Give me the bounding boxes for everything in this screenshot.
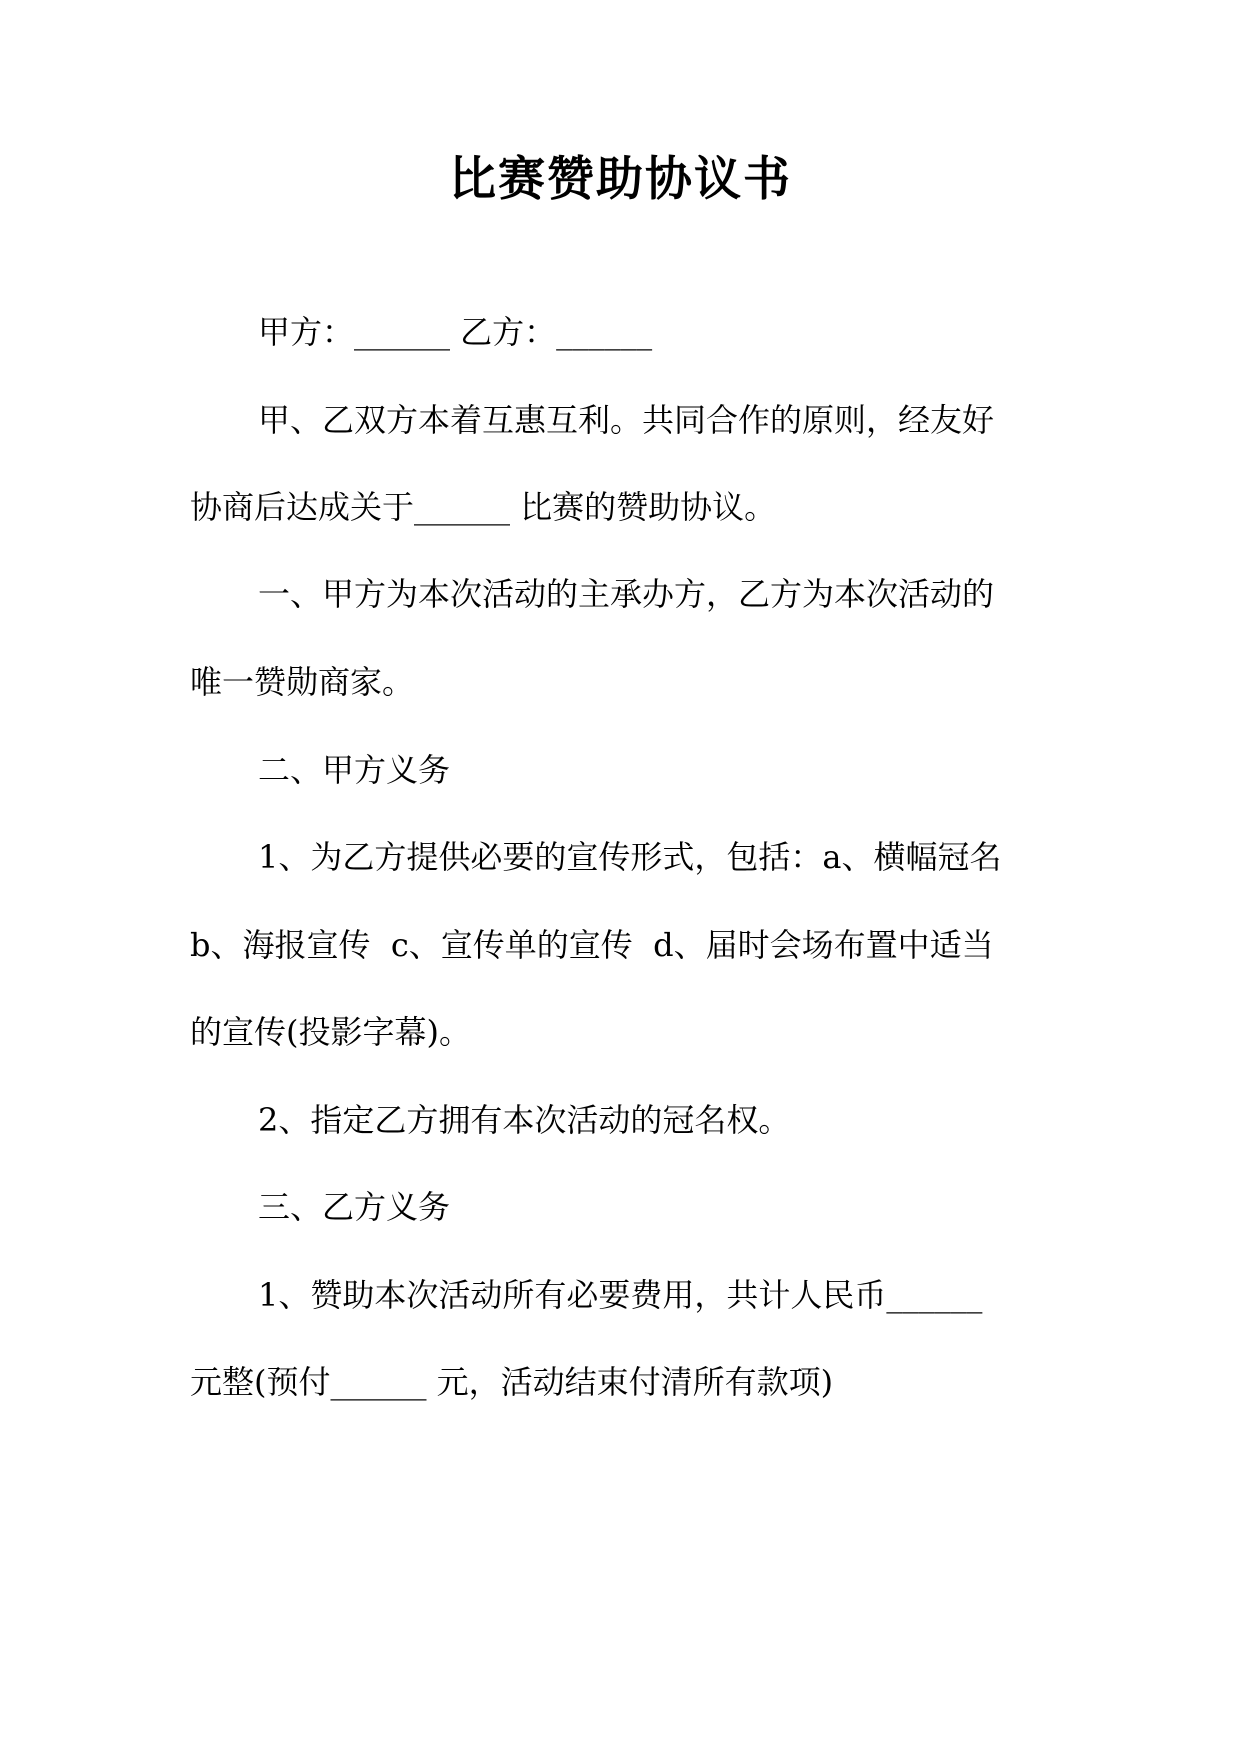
section-heading: 三、乙方义务	[258, 1188, 451, 1226]
section-one-line: 一、甲方为本次活动的主承办方，乙方为本次活动的	[258, 575, 995, 613]
clause-line: 2、指定乙方拥有本次活动的冠名权。	[258, 1101, 791, 1139]
parties-line: 甲方：______ 乙方：______	[258, 313, 653, 351]
section-heading: 二、甲方义务	[258, 751, 451, 789]
paragraph-line: 协商后达成关于______ 比赛的赞助协议。	[190, 488, 777, 526]
paragraph-line: 甲、乙双方本着互惠互利。共同合作的原则，经友好	[258, 401, 995, 439]
paragraph-line: 唯一赞勋商家。	[190, 663, 415, 701]
document-title: 比赛赞助协议书	[449, 152, 792, 207]
clause-line: 1、赞助本次活动所有必要费用，共计人民币______	[258, 1276, 983, 1314]
clause-line: 1、为乙方提供必要的宣传形式，包括：a、横幅冠名	[258, 838, 1002, 876]
clause-line: b、海报宣传 c、宣传单的宣传 d、届时会场布置中适当	[190, 926, 994, 964]
clause-line: 元整(预付______ 元，活动结束付清所有款项)	[190, 1363, 834, 1401]
clause-line: 的宣传(投影字幕)。	[190, 1013, 471, 1051]
